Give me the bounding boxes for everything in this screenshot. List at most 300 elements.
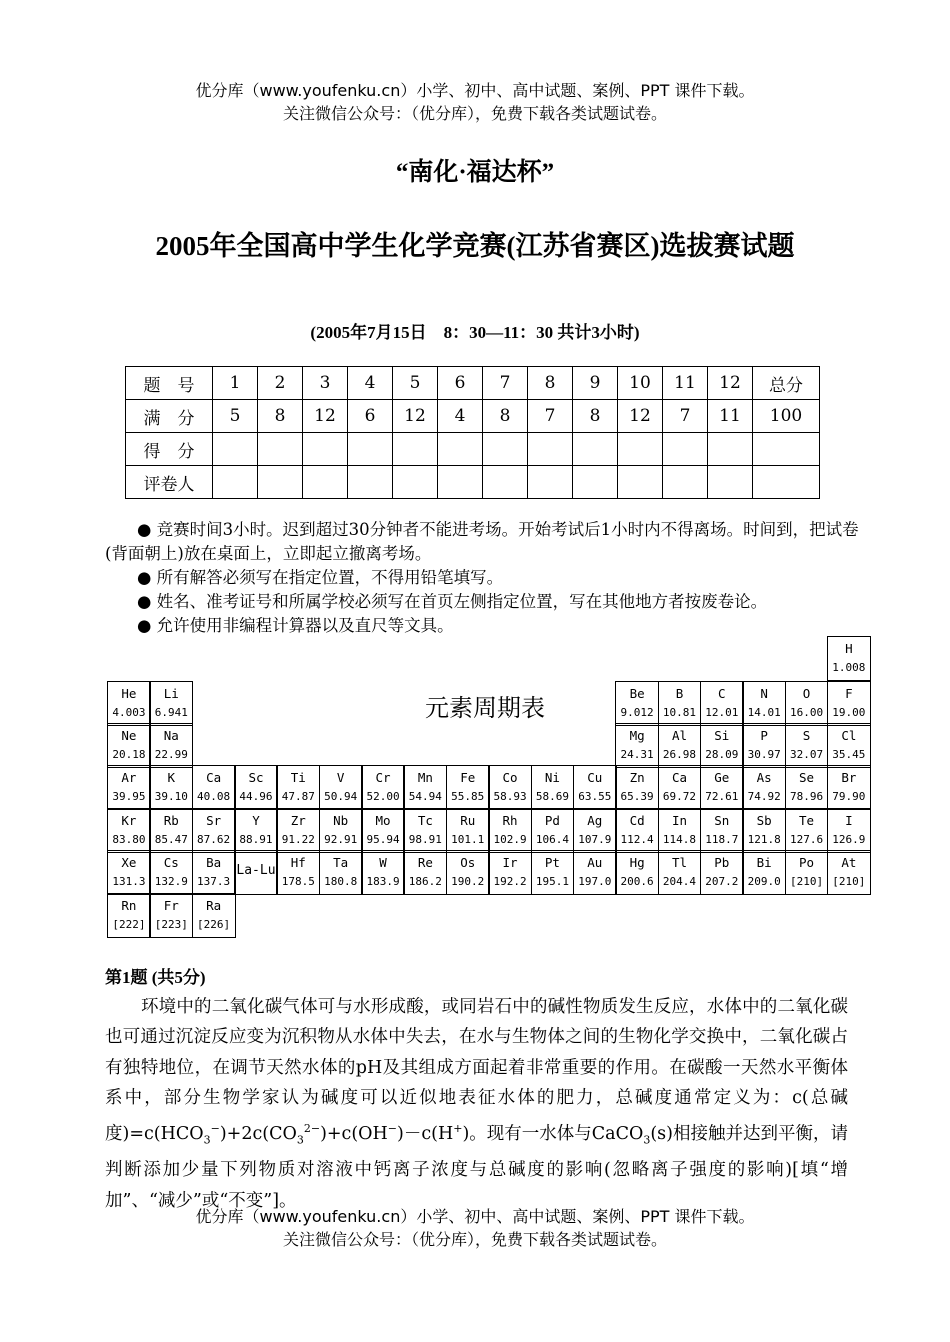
full-mark: 11 [708, 400, 753, 433]
element-symbol: Pt [544, 855, 560, 870]
element-mass: 85.47 [154, 833, 188, 846]
element-mass: 200.6 [620, 875, 654, 888]
q1-text: 环境中的二氧化碳气体可与水形成酸，或同岩石中的碱性物质发生反应，水体中的二氧化碳也可通过沉淀反应变为沉积物从水体中失去，在水与生物体之间的生物化学交换中，二氧化碳占有独特地位，在调节天然水体的pH及其组成方面起着非常重要的作用。在碳酸一天然水平衡体系中，部分生物学家认为碱度可以近似地表征水体的肥力，总碱度通常定义为：c(总碱度)=c(HCO [105, 997, 848, 1144]
element-symbol: Fe [460, 770, 476, 785]
element-mass: 14.01 [747, 706, 781, 719]
grader-cell[interactable] [348, 466, 393, 499]
row-label: 满 分 [126, 400, 213, 433]
table-row [126, 466, 820, 499]
question-1-body [105, 992, 848, 1216]
element-cell [149, 808, 193, 853]
element-symbol: Te [798, 813, 815, 828]
element-cell [488, 850, 532, 895]
element-cell [531, 850, 575, 895]
element-mass: 79.90 [832, 790, 866, 803]
footer-line-2: 关注微信公众号：（优分库），免费下载各类试题试卷。 [282, 1230, 667, 1249]
element-mass: 28.09 [705, 748, 739, 761]
element-cell [403, 850, 447, 895]
element-mass: 63.55 [578, 790, 612, 803]
element-symbol: Ca [206, 770, 222, 785]
header-line-1: 优分库（www.youfenku.cn）小学、初中、高中试题、案例、PPT 课件下载。 [195, 81, 755, 100]
element-mass: 178.5 [281, 875, 315, 888]
element-mass: 183.9 [366, 875, 400, 888]
grader-cell[interactable] [393, 466, 438, 499]
grader-cell[interactable] [213, 466, 258, 499]
q1-sub: 3 [643, 1132, 651, 1146]
instruction-item: ● 竞赛时间3小时。迟到超过30分钟者不能进考场。开始考试后1小时内不得离场。时间到，把试卷(背面朝上)放在桌面上，立即起立撤离考场。 [105, 520, 859, 563]
cup-title: “南化·福达杯” [395, 159, 555, 186]
element-mass: 132.9 [154, 875, 188, 888]
element-mass: 186.2 [408, 875, 442, 888]
element-cell [658, 723, 702, 768]
element-symbol: Sc [248, 770, 264, 785]
element-cell [149, 765, 193, 810]
element-symbol: Zn [629, 770, 645, 785]
element-cell [107, 765, 151, 810]
question-number: 6 [438, 367, 483, 400]
element-cell [658, 681, 702, 726]
element-mass: 55.85 [451, 790, 485, 803]
element-cell [615, 850, 659, 895]
q1-sup: + [453, 1121, 463, 1135]
element-symbol: As [756, 770, 772, 785]
element-cell [276, 765, 320, 810]
element-mass: 39.95 [112, 790, 146, 803]
element-mass: 107.9 [578, 833, 612, 846]
element-mass: 91.22 [281, 833, 315, 846]
q1-text: )－c(H [397, 1123, 454, 1144]
element-cell [319, 765, 363, 810]
full-mark: 8 [483, 400, 528, 433]
question-number: 4 [348, 367, 393, 400]
element-cell [403, 765, 447, 810]
element-symbol: Si [714, 728, 730, 743]
question-number: 9 [573, 367, 618, 400]
element-cell [149, 723, 193, 768]
question-number: 1 [213, 367, 258, 400]
full-mark: 5 [213, 400, 258, 433]
element-cell [107, 723, 151, 768]
element-cell [234, 850, 278, 895]
element-mass: 106.4 [535, 833, 569, 846]
element-cell [658, 765, 702, 810]
element-symbol: O [802, 686, 811, 701]
element-mass: 1.008 [832, 661, 866, 674]
element-mass: 88.91 [239, 833, 273, 846]
element-cell [742, 808, 786, 853]
element-symbol: Be [629, 686, 645, 701]
row-label: 评卷人 [126, 466, 213, 499]
element-cell [785, 723, 829, 768]
exam-time: (2005年7月15日 8：30—11：30 共计3小时) [310, 323, 640, 342]
instruction-item: ● 姓名、准考证号和所属学校必须写在首页左侧指定位置，写在其他地方者按废卷论。 [137, 592, 768, 611]
element-symbol: Tc [417, 813, 433, 828]
question-1-title: 第1题 (共5分) [105, 968, 206, 987]
element-mass: 58.93 [493, 790, 527, 803]
element-mass: 65.39 [620, 790, 654, 803]
element-cell [573, 850, 617, 895]
grader-cell[interactable] [618, 466, 663, 499]
element-mass: 9.012 [620, 706, 654, 719]
instruction-item: ● 允许使用非编程计算器以及直尺等文具。 [137, 616, 454, 635]
element-cell [700, 681, 744, 726]
row-label: 题 号 [126, 367, 213, 400]
element-mass: 16.00 [789, 706, 824, 719]
element-cell [149, 681, 193, 726]
instructions [105, 518, 865, 638]
element-mass: 180.8 [324, 875, 358, 888]
full-mark: 6 [348, 400, 393, 433]
element-mass: 190.2 [451, 875, 485, 888]
grader-cell[interactable] [753, 466, 820, 499]
score-cell[interactable] [393, 433, 438, 466]
element-symbol: C [718, 686, 726, 701]
full-mark: 12 [618, 400, 663, 433]
element-symbol: Y [252, 813, 260, 828]
question-number: 7 [483, 367, 528, 400]
element-symbol: P [760, 728, 768, 743]
element-cell [827, 808, 871, 853]
score-cell[interactable] [528, 433, 573, 466]
element-mass: 10.81 [662, 706, 697, 719]
element-symbol: Se [798, 770, 815, 785]
element-symbol: Hg [629, 855, 645, 870]
element-symbol: V [336, 770, 345, 785]
element-mass: 78.96 [789, 790, 824, 803]
element-symbol: Rn [121, 898, 137, 913]
element-symbol: Sn [714, 813, 730, 828]
element-symbol: Co [502, 770, 518, 785]
periodic-table [107, 636, 869, 936]
element-cell [827, 850, 871, 895]
table-row [126, 433, 820, 466]
element-mass: 30.97 [747, 748, 781, 761]
score-cell[interactable] [618, 433, 663, 466]
element-cell [531, 808, 575, 853]
q1-sub: 3 [296, 1132, 304, 1146]
grader-cell[interactable] [438, 466, 483, 499]
q1-text: (s)相接触并达到平衡，请判断添加少量下列物质对溶液中钙离子浓度与总碱度的影响(忽略离子强度的影响)[填“增加”、“减少”或“不变”]。 [105, 1123, 849, 1211]
element-cell [615, 681, 659, 726]
element-mass: 4.003 [112, 706, 146, 719]
element-symbol: Ba [206, 855, 222, 870]
element-mass: 24.31 [620, 748, 654, 761]
grader-cell[interactable] [708, 466, 753, 499]
element-cell [615, 808, 659, 853]
element-cell [488, 765, 532, 810]
element-cell [700, 723, 744, 768]
element-cell [573, 808, 617, 853]
element-cell [827, 681, 871, 726]
element-cell [107, 681, 151, 726]
element-symbol: Cu [587, 770, 603, 785]
element-symbol: Pd [544, 813, 560, 828]
element-symbol: Ne [121, 728, 137, 743]
element-mass: [222] [112, 918, 146, 931]
q1-sup: 2− [303, 1121, 321, 1135]
element-symbol: Cs [163, 855, 179, 870]
table-row [126, 400, 820, 433]
element-symbol: Cr [375, 770, 391, 785]
element-mass: 12.01 [705, 706, 739, 719]
element-symbol: Mg [629, 728, 645, 743]
question-number: 11 [663, 367, 708, 400]
score-cell[interactable] [213, 433, 258, 466]
element-symbol: Os [460, 855, 476, 870]
element-mass: 131.3 [112, 875, 146, 888]
element-symbol: Po [798, 855, 815, 870]
element-symbol: K [167, 770, 176, 785]
element-cell [234, 808, 278, 853]
q1-text: )+2c(CO [219, 1123, 297, 1144]
grader-cell[interactable] [663, 466, 708, 499]
element-cell [827, 765, 871, 810]
element-cell [107, 808, 151, 853]
element-cell [785, 765, 829, 810]
table-row [126, 367, 820, 400]
total-header: 总分 [753, 367, 820, 400]
grader-cell[interactable] [483, 466, 528, 499]
element-symbol: Ca [671, 770, 687, 785]
element-mass: 35.45 [832, 748, 866, 761]
element-cell [785, 681, 829, 726]
score-cell[interactable] [663, 433, 708, 466]
full-mark: 7 [528, 400, 573, 433]
element-symbol: Mn [417, 770, 433, 785]
element-cell [192, 850, 236, 895]
element-cell [361, 808, 405, 853]
element-symbol: Ta [333, 855, 349, 870]
element-symbol: Au [587, 855, 603, 870]
element-symbol: Ag [587, 813, 603, 828]
element-cell [446, 765, 490, 810]
element-mass: 83.80 [112, 833, 146, 846]
row-label: 得 分 [126, 433, 213, 466]
score-cell[interactable] [483, 433, 528, 466]
element-mass: 50.94 [324, 790, 358, 803]
element-cell [319, 808, 363, 853]
element-symbol: F [845, 686, 853, 701]
full-mark: 8 [258, 400, 303, 433]
element-mass: 137.3 [197, 875, 231, 888]
element-symbol: Rb [163, 813, 179, 828]
element-mass: [223] [154, 918, 188, 931]
element-mass: 44.96 [239, 790, 273, 803]
element-symbol: Al [671, 728, 687, 743]
element-mass: 114.8 [662, 833, 697, 846]
element-cell [361, 765, 405, 810]
element-symbol: Ge [714, 770, 730, 785]
element-cell [446, 808, 490, 853]
element-mass: 6.941 [154, 706, 188, 719]
score-cell[interactable] [438, 433, 483, 466]
element-mass: [210] [832, 875, 866, 888]
element-cell [742, 723, 786, 768]
element-cell [107, 850, 151, 895]
element-symbol: Ar [121, 770, 137, 785]
element-cell [615, 765, 659, 810]
score-table [125, 366, 820, 499]
element-mass: 58.69 [535, 790, 569, 803]
element-mass: [226] [197, 918, 231, 931]
element-mass: 102.9 [493, 833, 527, 846]
element-cell [573, 765, 617, 810]
grader-cell[interactable] [258, 466, 303, 499]
element-symbol: Sr [206, 813, 222, 828]
element-symbol: Zr [290, 813, 306, 828]
element-symbol: Ti [290, 770, 306, 785]
element-symbol: He [121, 686, 137, 701]
element-mass: 32.07 [789, 748, 824, 761]
element-symbol: Pb [714, 855, 730, 870]
score-cell[interactable] [573, 433, 618, 466]
element-mass: 121.8 [747, 833, 781, 846]
element-cell [192, 808, 236, 853]
element-symbol: Ru [460, 813, 476, 828]
element-mass: 118.7 [705, 833, 739, 846]
element-cell [531, 765, 575, 810]
element-symbol: Ni [544, 770, 560, 785]
full-mark: 12 [303, 400, 348, 433]
element-symbol: Br [841, 770, 857, 785]
element-mass: 87.62 [197, 833, 231, 846]
element-symbol: Tl [671, 855, 687, 870]
element-cell [149, 893, 193, 938]
element-cell [276, 808, 320, 853]
element-cell [276, 850, 320, 895]
element-symbol: Cd [629, 813, 645, 828]
question-number: 8 [528, 367, 573, 400]
element-cell [192, 765, 236, 810]
q1-text: )+c(OH [320, 1123, 388, 1144]
element-symbol: Kr [121, 813, 137, 828]
element-symbol: Hf [290, 855, 306, 870]
element-cell [742, 681, 786, 726]
element-symbol: Ra [206, 898, 222, 913]
element-mass: 54.94 [408, 790, 442, 803]
element-symbol: Cl [841, 728, 857, 743]
element-cell [742, 765, 786, 810]
q1-sub: 3 [203, 1132, 211, 1146]
page-title: 2005年全国高中学生化学竞赛(江苏省赛区)选拔赛试题 [155, 231, 795, 261]
full-mark: 12 [393, 400, 438, 433]
element-cell [700, 765, 744, 810]
score-cell[interactable] [708, 433, 753, 466]
element-cell [149, 850, 193, 895]
element-symbol: Fr [163, 898, 179, 913]
element-mass: 101.1 [451, 833, 485, 846]
instruction-item: ● 所有解答必须写在指定位置，不得用铅笔填写。 [137, 568, 504, 587]
element-cell [107, 893, 151, 938]
element-cell [700, 850, 744, 895]
element-mass: 19.00 [832, 706, 866, 719]
question-number: 2 [258, 367, 303, 400]
q1-sup: − [387, 1121, 398, 1135]
element-cell [192, 893, 236, 938]
element-cell [319, 850, 363, 895]
question-number: 5 [393, 367, 438, 400]
grader-cell[interactable] [573, 466, 618, 499]
element-symbol: Sb [756, 813, 772, 828]
full-mark: 8 [573, 400, 618, 433]
element-symbol: B [675, 686, 684, 701]
element-mass: 22.99 [154, 748, 188, 761]
element-mass: [210] [789, 875, 824, 888]
element-mass: 69.72 [662, 790, 697, 803]
element-symbol: W [379, 855, 387, 870]
element-mass: 207.2 [705, 875, 739, 888]
element-mass: 127.6 [789, 833, 824, 846]
element-symbol: H [845, 641, 853, 656]
element-symbol: Mo [375, 813, 391, 828]
grader-cell[interactable] [528, 466, 573, 499]
element-mass: 126.9 [832, 833, 866, 846]
element-symbol: Rh [502, 813, 518, 828]
full-mark: 7 [663, 400, 708, 433]
element-mass: 195.1 [535, 875, 569, 888]
question-number: 12 [708, 367, 753, 400]
element-cell [403, 808, 447, 853]
element-symbol: S [802, 728, 811, 743]
element-cell [827, 723, 871, 768]
element-cell [700, 808, 744, 853]
element-cell [446, 850, 490, 895]
element-cell [827, 636, 871, 681]
grader-cell[interactable] [303, 466, 348, 499]
element-mass: 98.91 [408, 833, 442, 846]
element-mass: 74.92 [747, 790, 781, 803]
element-symbol: Bi [756, 855, 772, 870]
element-mass: 39.10 [154, 790, 188, 803]
score-cell[interactable] [303, 433, 348, 466]
q1-text: )。现有一水体与CaCO [462, 1123, 644, 1144]
element-symbol: Re [417, 855, 433, 870]
score-cell[interactable] [258, 433, 303, 466]
element-mass: 192.2 [493, 875, 527, 888]
element-mass: 47.87 [281, 790, 315, 803]
score-cell[interactable] [348, 433, 393, 466]
element-symbol: Ir [502, 855, 518, 870]
footer-line-1: 优分库（www.youfenku.cn）小学、初中、高中试题、案例、PPT 课件下载。 [195, 1207, 755, 1226]
element-mass: 197.0 [578, 875, 612, 888]
element-cell [361, 850, 405, 895]
periodic-table-label: 元素周期表 [425, 694, 545, 722]
element-symbol: Xe [121, 855, 137, 870]
header-line-2: 关注微信公众号：（优分库），免费下载各类试题试卷。 [282, 104, 667, 123]
question-number: 3 [303, 367, 348, 400]
full-mark: 4 [438, 400, 483, 433]
element-mass: 95.94 [366, 833, 400, 846]
score-cell[interactable] [753, 433, 820, 466]
element-cell [658, 808, 702, 853]
element-symbol: Li [163, 686, 179, 701]
element-cell [742, 850, 786, 895]
q1-sup: − [210, 1121, 220, 1135]
element-mass: 204.4 [662, 875, 697, 888]
question-number: 10 [618, 367, 663, 400]
element-mass: 40.08 [197, 790, 231, 803]
element-mass: 72.61 [705, 790, 739, 803]
element-mass: 52.00 [366, 790, 400, 803]
element-symbol: N [760, 686, 768, 701]
element-symbol: Na [163, 728, 179, 743]
element-symbol: In [671, 813, 687, 828]
element-symbol: Nb [333, 813, 349, 828]
element-mass: 20.18 [112, 748, 146, 761]
element-symbol: La-Lu [236, 863, 276, 878]
element-cell [785, 850, 829, 895]
element-cell [658, 850, 702, 895]
